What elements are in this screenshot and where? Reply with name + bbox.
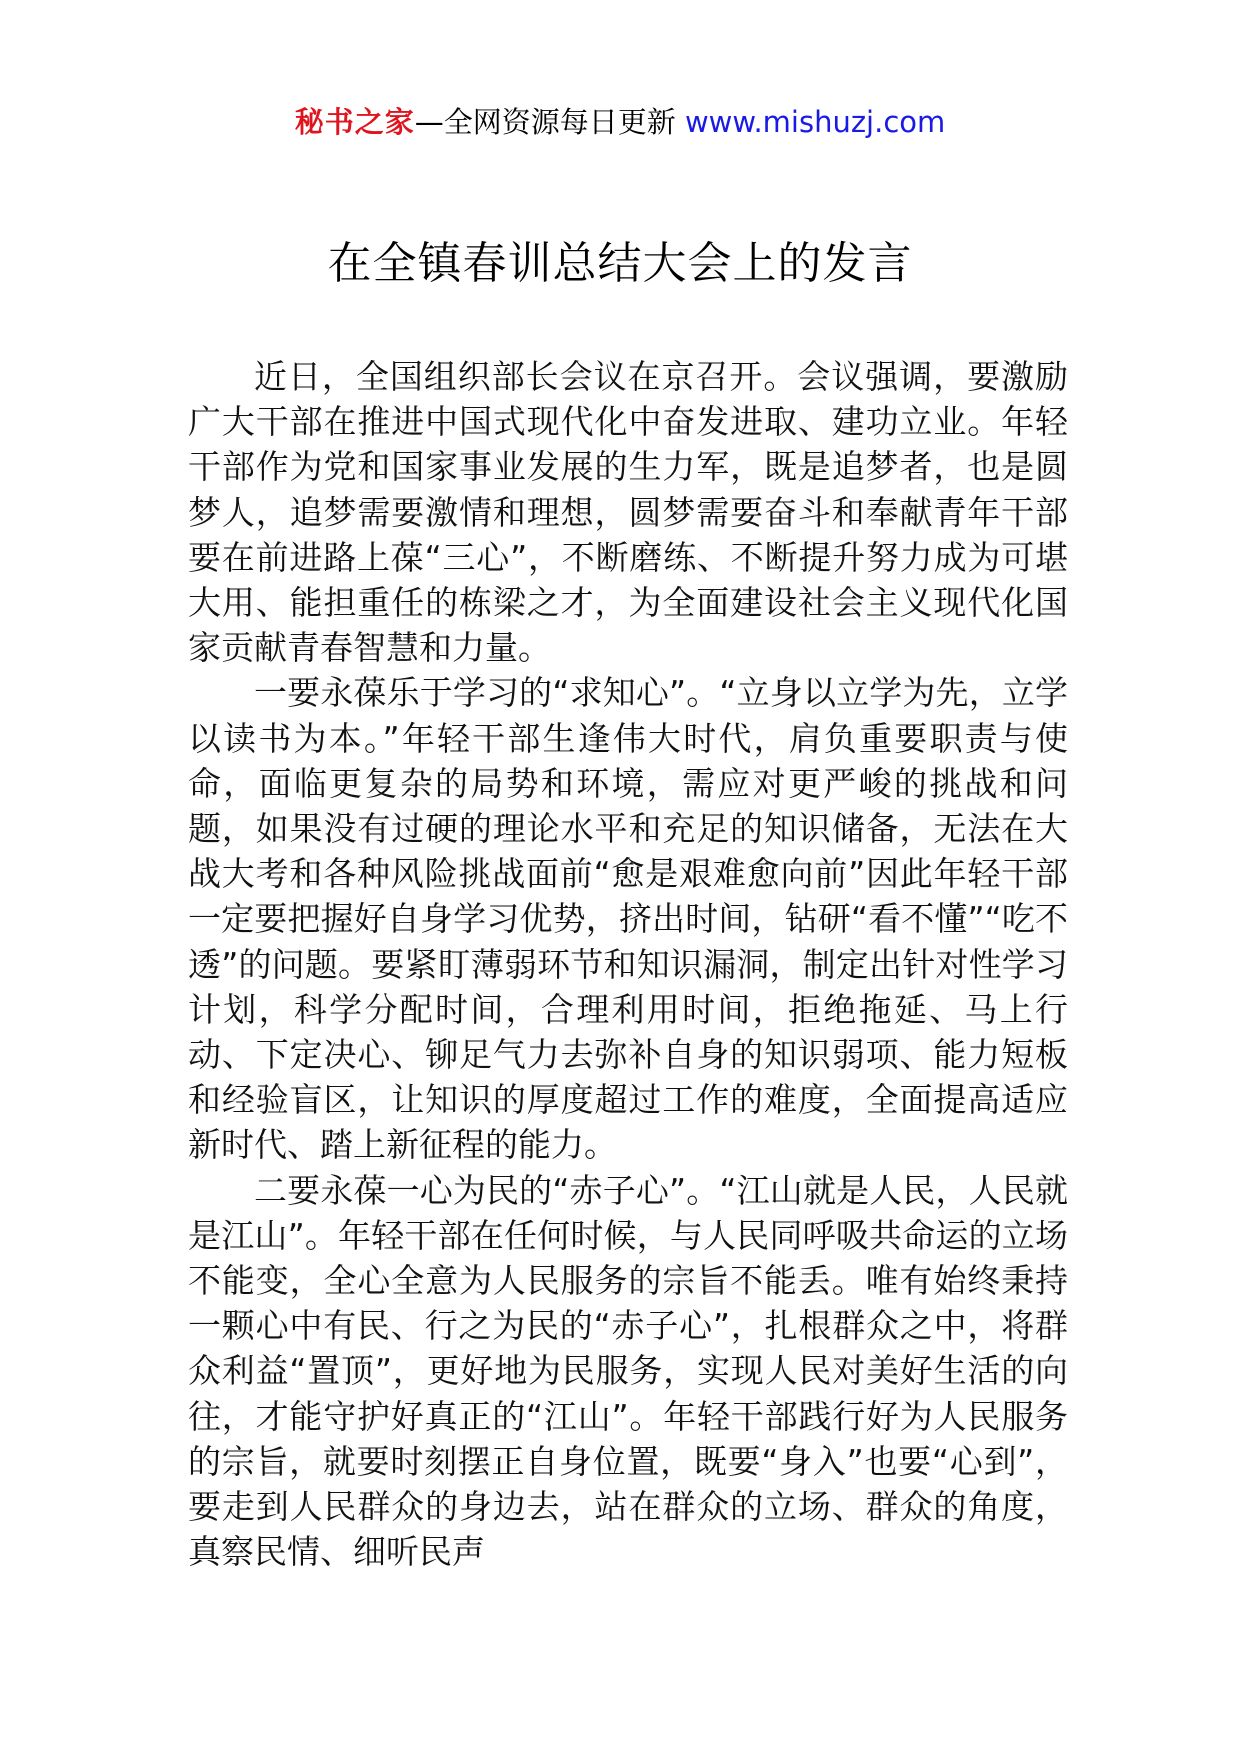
document-title: 在全镇春训总结大会上的发言	[327, 238, 913, 289]
brand-name: 秘书之家	[294, 105, 415, 139]
document-body	[188, 354, 1068, 1574]
site-header	[0, 100, 1240, 144]
paragraph-point-one: 一要永葆乐于学习的“求知心”。“立身以立学为先，立学以读书为本。”年轻干部生逢伟大时代，肩负重要职责与使命，面临更复杂的局势和环境，需应对更严峻的挑战和问题，如果没有过硬的理论水平和充足的知识储备，无法在大战大考和各种风险挑战面前“愈是艰难愈向前”因此年轻干部一定要把握好自身学习优势，挤出时间，钻研“看不懂”“吃不透”的问题。要紧盯薄弱环节和知识漏洞，制定出针对性学习计划，科学分配时间，合理利用时间，拒绝拖延、马上行动、下定决心、铆足气力去弥补自身的知识弱项、能力短板和经验盲区，让知识的厚度超过工作的难度，全面提高适应新时代、踏上新征程的能力。	[188, 673, 1068, 1165]
site-tagline: —全网资源每日更新	[414, 105, 685, 139]
paragraph-point-two: 二要永葆一心为民的“赤子心”。“江山就是人民，人民就是江山”。年轻干部在任何时候，与人民同呼吸共命运的立场不能变，全心全意为人民服务的宗旨不能丢。唯有始终秉持一颗心中有民、行之为民的“赤子心”，扎根群众之中，将群众利益“置顶”，更好地为民服务，实现人民对美好生活的向往，才能守护好真正的“江山”。年轻干部践行好为人民服务的宗旨，就要时刻摆正自身位置，既要“身入”也要“心到”，要走到人民群众的身边去，站在群众的立场、群众的角度，真察民情、细听民声	[188, 1170, 1068, 1572]
site-url-link[interactable]: www.mishuzj.com	[684, 105, 946, 139]
paragraph-intro: 近日，全国组织部长会议在京召开。会议强调，要激励广大干部在推进中国式现代化中奋发进取、建功立业。年轻干部作为党和国家事业发展的生力军，既是追梦者，也是圆梦人，追梦需要激情和理想，圆梦需要奋斗和奉献青年干部要在前进路上葆“三心”，不断磨练、不断提升努力成为可堪大用、能担重任的栋梁之才，为全面建设社会主义现代化国家贡献青春智慧和力量。	[188, 357, 1068, 668]
